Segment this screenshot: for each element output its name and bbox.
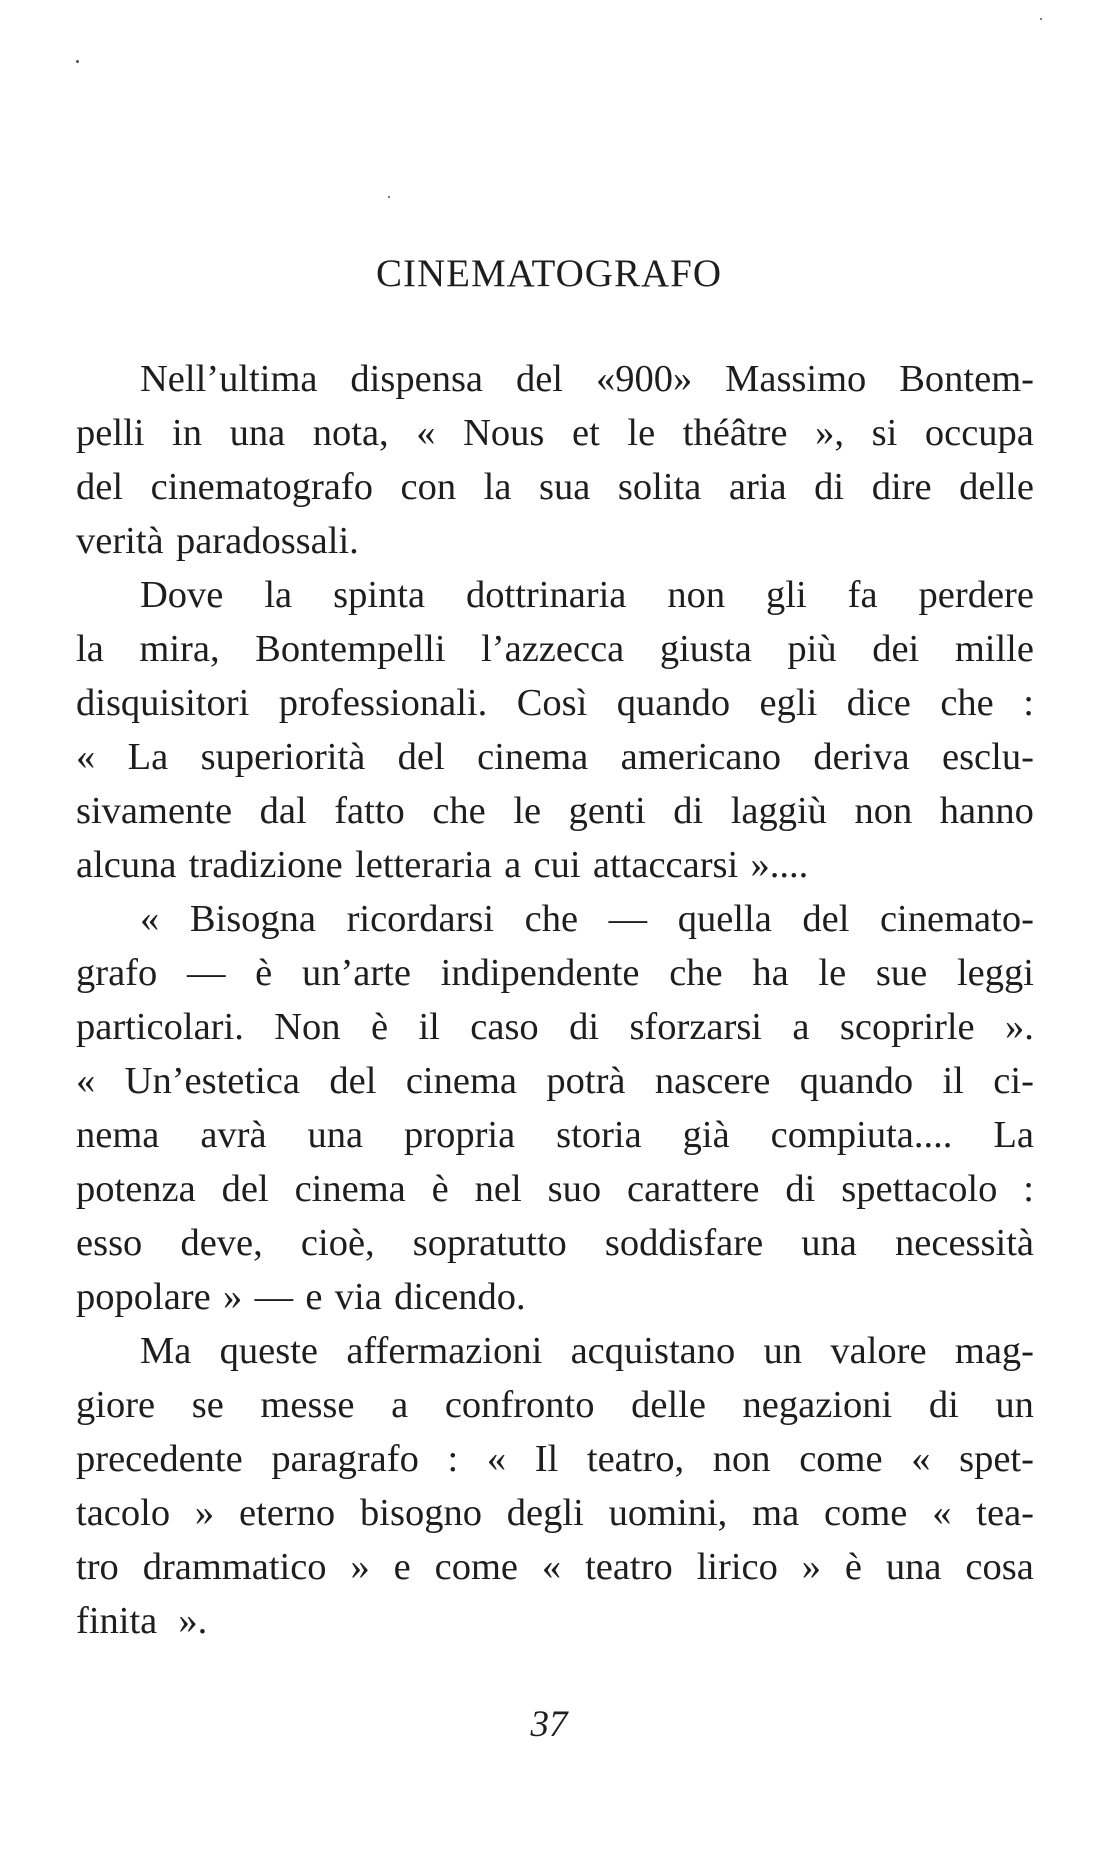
word: del [221, 1168, 269, 1210]
word: — [608, 898, 648, 940]
word: a [504, 844, 522, 886]
word: Nell’ultima [140, 358, 318, 400]
text-line [76, 784, 1034, 838]
word: del [329, 1060, 377, 1102]
word: mag- [954, 1330, 1034, 1372]
word: del [515, 358, 563, 400]
word: dicendo. [394, 1276, 526, 1318]
word: » [801, 1546, 822, 1588]
text-line [76, 1432, 1034, 1486]
word: egli [759, 682, 818, 724]
word: mira, [139, 628, 220, 670]
word: disquisitori [76, 682, 250, 724]
word: non [667, 574, 726, 616]
word: cinema [405, 1060, 517, 1102]
word: tro [76, 1546, 119, 1588]
word: gli [766, 574, 807, 616]
word: storia [556, 1114, 642, 1156]
paragraph [76, 1324, 1034, 1648]
word: dispensa [350, 358, 484, 400]
word: il [418, 1006, 440, 1048]
word: come [434, 1546, 518, 1588]
word: Bisogna [189, 898, 317, 940]
word: un [995, 1384, 1034, 1426]
word: ci- [993, 1060, 1034, 1102]
text-line [76, 1270, 1034, 1324]
word: sua [539, 466, 591, 508]
word: dottrinaria [466, 574, 627, 616]
word: hanno [939, 790, 1034, 832]
word: : [447, 1438, 459, 1480]
word: è [844, 1546, 863, 1588]
word: potrà [546, 1060, 626, 1102]
word: popolare [76, 1276, 211, 1318]
word: fatto [334, 790, 405, 832]
word: via [334, 1276, 382, 1318]
word: aria [728, 466, 787, 508]
word: compiuta.... [770, 1114, 953, 1156]
word: propria [404, 1114, 516, 1156]
paragraph [76, 352, 1034, 568]
word: negazioni [742, 1384, 893, 1426]
word: esso [76, 1222, 143, 1264]
paper-speck [76, 60, 79, 63]
word: Non [274, 1006, 341, 1048]
word: cinematografo [150, 466, 373, 508]
word: un [763, 1330, 803, 1372]
word: spet- [959, 1438, 1034, 1480]
word: degli [506, 1492, 584, 1534]
text-line [76, 1486, 1034, 1540]
word: Bontem- [899, 358, 1034, 400]
word: — [186, 952, 226, 994]
word: già [682, 1114, 730, 1156]
word: fa [847, 574, 878, 616]
word: di [785, 1168, 816, 1210]
word: dei [872, 628, 920, 670]
word: letteraria [355, 844, 492, 886]
word: suo [547, 1168, 602, 1210]
word: particolari. [76, 1006, 244, 1048]
word: una [885, 1546, 942, 1588]
word: nota, [312, 412, 389, 454]
word: » [194, 1492, 215, 1534]
word: : [1023, 1168, 1034, 1210]
word: — [254, 1276, 294, 1318]
word: americano [620, 736, 781, 778]
word: tradizione [188, 844, 343, 886]
word: ». [1005, 1006, 1034, 1048]
chapter-title: CINEMATOGRAFO [376, 252, 722, 295]
word: delle [631, 1384, 706, 1426]
text-line [76, 514, 1034, 568]
word: come [799, 1438, 883, 1480]
word: » [223, 1276, 243, 1318]
word: che [669, 952, 723, 994]
text-line [76, 946, 1034, 1000]
word: uomini, [608, 1492, 728, 1534]
word: indipendente [440, 952, 640, 994]
word: è [370, 1006, 389, 1048]
word: ma [752, 1492, 800, 1534]
word: affermazioni [346, 1330, 543, 1372]
word: la [76, 628, 104, 670]
paper-speck [388, 196, 390, 198]
paper-speck [1040, 18, 1042, 20]
word: la [264, 574, 293, 616]
word: paragrafo [271, 1438, 419, 1480]
text-line [76, 622, 1034, 676]
word: ha [752, 952, 789, 994]
word: attaccarsi [592, 844, 739, 886]
word: l’azzecca [481, 628, 625, 670]
word: « [541, 1546, 562, 1588]
word: théâtre [682, 412, 788, 454]
word: la [483, 466, 512, 508]
word: del [76, 466, 124, 508]
word: non [854, 790, 913, 832]
word: Bontempelli [255, 628, 446, 670]
word: di [569, 1006, 600, 1048]
word: finita [76, 1600, 158, 1642]
word: Un’estetica [124, 1060, 300, 1102]
word: Il [534, 1438, 559, 1480]
text-line [76, 568, 1034, 622]
word: un’arte [301, 952, 411, 994]
word: bisogno [360, 1492, 482, 1534]
text-line [76, 1216, 1034, 1270]
word: cui [533, 844, 581, 886]
word: queste [219, 1330, 318, 1372]
word: La [127, 736, 169, 778]
word: dal [259, 790, 307, 832]
word: di [814, 466, 845, 508]
word: sforzarsi [629, 1006, 763, 1048]
word: cioè, [300, 1222, 375, 1264]
word: occupa [924, 412, 1034, 454]
word: del [397, 736, 445, 778]
text-line [76, 676, 1034, 730]
word: professionali. [278, 682, 488, 724]
word: ».... [750, 844, 809, 886]
word: teatro, [586, 1438, 685, 1480]
word: precedente [76, 1438, 243, 1480]
word: giusta [659, 628, 752, 670]
word: di [673, 790, 704, 832]
word: a [391, 1384, 409, 1426]
word: che [524, 898, 579, 940]
word: superiorità [200, 736, 366, 778]
word: « [911, 1438, 931, 1480]
word: le [627, 412, 656, 454]
word: solita [617, 466, 702, 508]
word: più [787, 628, 837, 670]
word: sivamente [76, 790, 233, 832]
word: Dove [140, 574, 224, 616]
word: eterno [238, 1492, 336, 1534]
word: mille [954, 628, 1034, 670]
word: ricordarsi [346, 898, 495, 940]
word: acquistano [570, 1330, 736, 1372]
word: verità [76, 520, 164, 562]
text-line [76, 406, 1034, 460]
word: del [802, 898, 850, 940]
word: «900» [595, 358, 693, 400]
paragraph [76, 892, 1034, 1324]
word: non [712, 1438, 771, 1480]
word: cosa [965, 1546, 1034, 1588]
word: : [1023, 682, 1034, 724]
text-line [76, 1540, 1034, 1594]
word: » [350, 1546, 370, 1588]
word: « [932, 1492, 952, 1534]
word: Massimo [725, 358, 867, 400]
word: tea- [976, 1492, 1034, 1534]
word: che [432, 790, 486, 832]
word: carattere [627, 1168, 760, 1210]
word: deriva [813, 736, 910, 778]
word: una [801, 1222, 857, 1264]
text-line [76, 1162, 1034, 1216]
word: sopratutto [412, 1222, 567, 1264]
word: il [942, 1060, 964, 1102]
word: cinemato- [879, 898, 1034, 940]
text-line [76, 1378, 1034, 1432]
text-line [76, 892, 1034, 946]
word: è [255, 952, 273, 994]
word: Nous [463, 412, 545, 454]
word: La [993, 1114, 1034, 1156]
word: quella [677, 898, 772, 940]
word: Ma [140, 1330, 192, 1372]
word: come [824, 1492, 908, 1534]
word: necessità [895, 1222, 1034, 1264]
text-line [76, 1594, 1034, 1648]
word: una [229, 412, 286, 454]
word: si [871, 412, 898, 454]
word: laggiù [730, 790, 827, 832]
word: cinema [477, 736, 589, 778]
word: perdere [918, 574, 1034, 616]
word: grafo [76, 952, 158, 994]
word: scoprirle [839, 1006, 975, 1048]
word: a [792, 1006, 810, 1048]
word: messe [260, 1384, 355, 1426]
word: soddisfare [604, 1222, 764, 1264]
word: « [76, 736, 96, 778]
text-line [76, 1054, 1034, 1108]
word: « [140, 898, 160, 940]
word: quando [616, 682, 731, 724]
word: et [572, 412, 600, 454]
word: spinta [333, 574, 426, 616]
word: avrà [200, 1114, 267, 1156]
word: confronto [444, 1384, 595, 1426]
word: una [307, 1114, 364, 1156]
body-text [76, 352, 1034, 1648]
word: drammatico [142, 1546, 327, 1588]
word: dire [871, 466, 932, 508]
word: paradossali. [175, 520, 359, 562]
word: pelli [76, 412, 145, 454]
word: nascere [654, 1060, 771, 1102]
word: se [191, 1384, 224, 1426]
word: potenza [76, 1168, 196, 1210]
word: nel [474, 1168, 522, 1210]
word: in [172, 412, 202, 454]
word: tacolo [76, 1492, 171, 1534]
word: lirico [696, 1546, 778, 1588]
text-line [76, 460, 1034, 514]
word: Così [516, 682, 588, 724]
word: ». [178, 1600, 208, 1642]
text-line [76, 352, 1034, 406]
word: alcuna [76, 844, 177, 886]
word: le [818, 952, 847, 994]
text-line [76, 730, 1034, 784]
word: « [76, 1060, 96, 1102]
word: genti [568, 790, 646, 832]
text-line [76, 838, 1034, 892]
word: le [513, 790, 542, 832]
word: di [928, 1384, 959, 1426]
word: », [815, 412, 844, 454]
word: dice [846, 682, 911, 724]
word: caso [470, 1006, 539, 1048]
paragraph [76, 568, 1034, 892]
text-line [76, 1108, 1034, 1162]
word: cinema [294, 1168, 406, 1210]
word: « [486, 1438, 507, 1480]
word: è [431, 1168, 449, 1210]
word: esclu- [941, 736, 1034, 778]
word: delle [959, 466, 1034, 508]
text-line [76, 1000, 1034, 1054]
word: teatro [585, 1546, 673, 1588]
word: sue [875, 952, 928, 994]
word: con [400, 466, 457, 508]
word: quando [799, 1060, 914, 1102]
word: deve, [180, 1222, 263, 1264]
word: nema [76, 1114, 160, 1156]
page-number: 37 [530, 1704, 568, 1745]
word: giore [76, 1384, 156, 1426]
word: spettacolo [841, 1168, 998, 1210]
word: e [393, 1546, 411, 1588]
text-line [76, 1324, 1034, 1378]
word: leggi [956, 952, 1034, 994]
word: « [416, 412, 436, 454]
word: che [940, 682, 994, 724]
word: e [305, 1276, 323, 1318]
word: valore [830, 1330, 927, 1372]
